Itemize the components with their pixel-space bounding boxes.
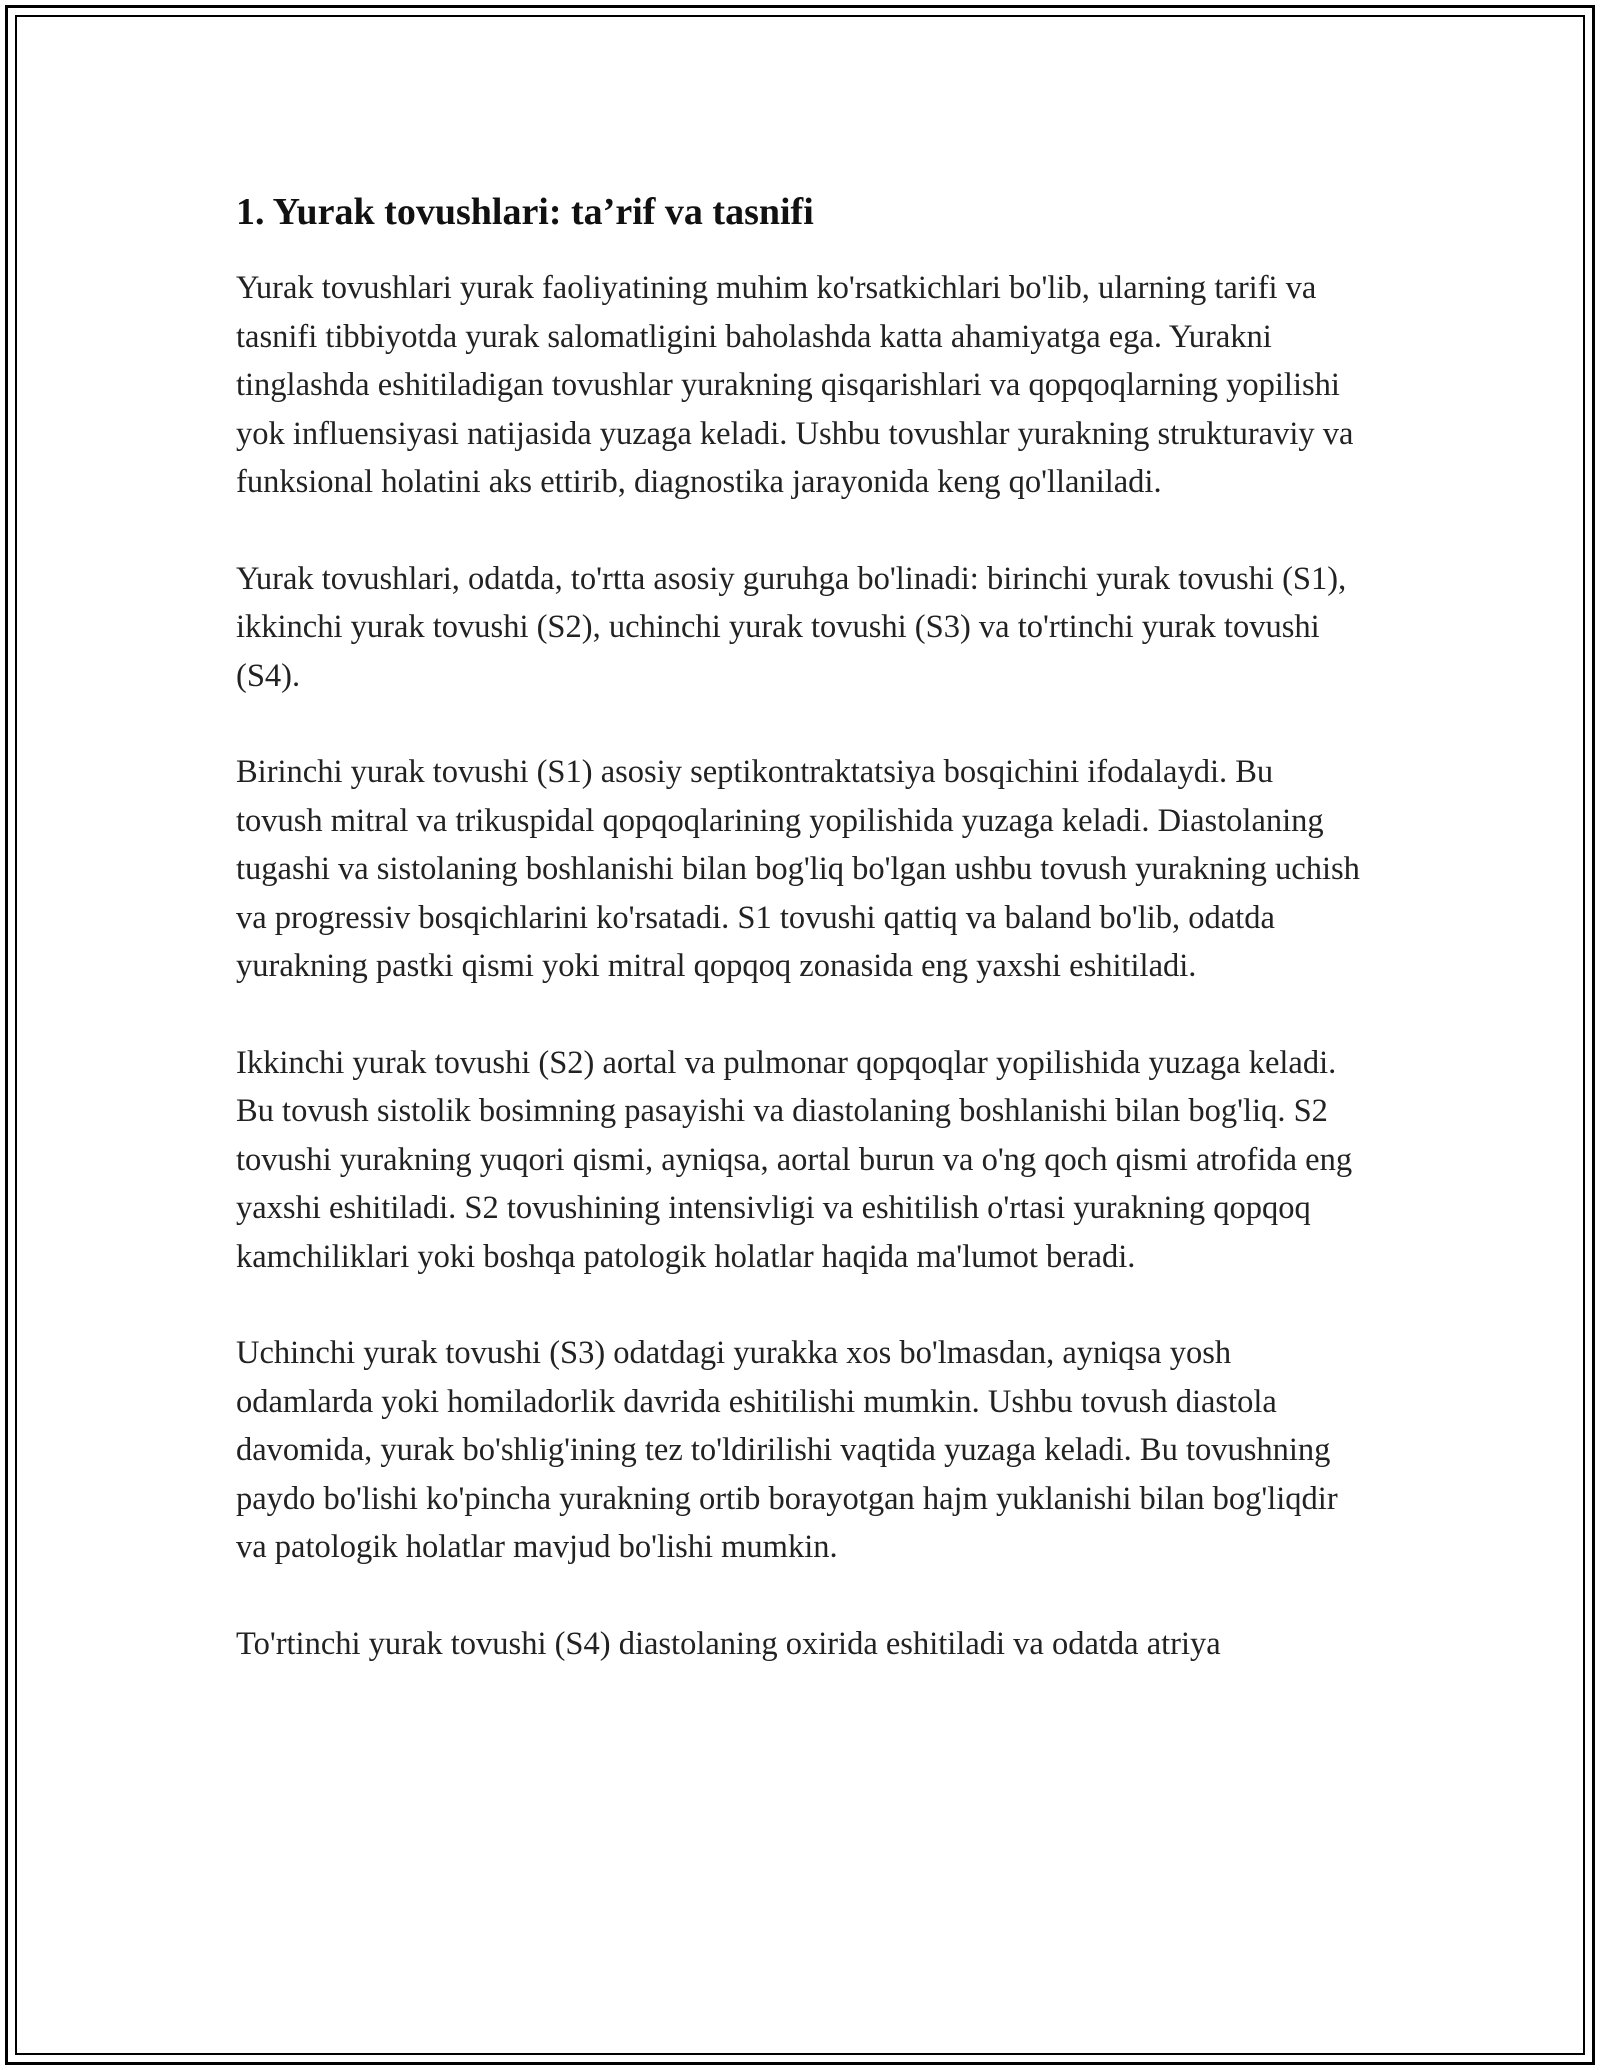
- paragraph-s2: Ikkinchi yurak tovushi (S2) aortal va pulmonar qopqoqlar yopilishida yuzaga keladi. Bu tovush sistolik bosimning pasayishi va diastolaning boshlanishi bilan bog'liq. S2 tovushi yurakning yuqori qismi, ayniqsa, aortal burun va o'ng qoch qismi atrofida eng yaxshi eshitiladi. S2 tovushining intensivligi va eshitilish o'rtasi yurakning qopqoq kamchiliklari yoki boshqa patologik holatlar haqida ma'lumot beradi.: [236, 1044, 1353, 1275]
- paragraph-s1: Birinchi yurak tovushi (S1) asosiy septikontraktatsiya bosqichini ifodalaydi. Bu tovush mitral va trikuspidal qopqoqlarining yopilishida yuzaga keladi. Diastolaning tugashi va sistolaning boshlanishi bilan bog'liq bo'lgan ushbu tovush yurakning uchish va progressiv bosqichlarini ko'rsatadi. S1 tovushi qattiq va baland bo'lib, odatda yurakning pastki qismi yoki mitral qopqoq zonasida eng yaxshi eshitiladi.: [236, 754, 1360, 984]
- document-body: [236, 188, 1366, 1716]
- paragraph-s3: Uchinchi yurak tovushi (S3) odatdagi yurakka xos bo'lmasdan, ayniqsa yosh odamlarda yoki homiladorlik davrida eshitilishi mumkin. Ushbu tovush diastola davomida, yurak bo'shlig'ining tez to'ldirilishi vaqtida yuzaga keladi. Bu tovushning paydo bo'lishi ko'pincha yurakning ortib borayotgan hajm yuklanishi bilan bog'liqdir va patologik holatlar mavjud bo'lishi mumkin.: [236, 1335, 1338, 1565]
- paragraph-s4: To'rtinchi yurak tovushi (S4) diastolaning oxirida eshitiladi va odatda atriya: [236, 1625, 1221, 1662]
- paragraph-classification: Yurak tovushlari, odatda, to'rtta asosiy guruhga bo'linadi: birinchi yurak tovushi (S1), ikkinchi yurak tovushi (S2), uchinchi yurak tovushi (S3) va to'rtinchi yurak tovushi (S4).: [236, 560, 1347, 694]
- paragraph-definition: Yurak tovushlari yurak faoliyatining muhim ko'rsatkichlari bo'lib, ularning tarifi va tasnifi tibbiyotda yurak salomatligini baholashda katta ahamiyatga ega. Yurakni tinglashda eshitiladigan tovushlar yurakning qisqarishlari va qopqoqlarning yopilishi yok influensiyasi natijasida yuzaga keladi. Ushbu tovushlar yurakning strukturaviy va funksional holatini aks ettirib, diagnostika jarayonida keng qo'llaniladi.: [236, 270, 1354, 500]
- section-heading: 1. Yurak tovushlari: ta’rif va tasnifi: [236, 191, 814, 233]
